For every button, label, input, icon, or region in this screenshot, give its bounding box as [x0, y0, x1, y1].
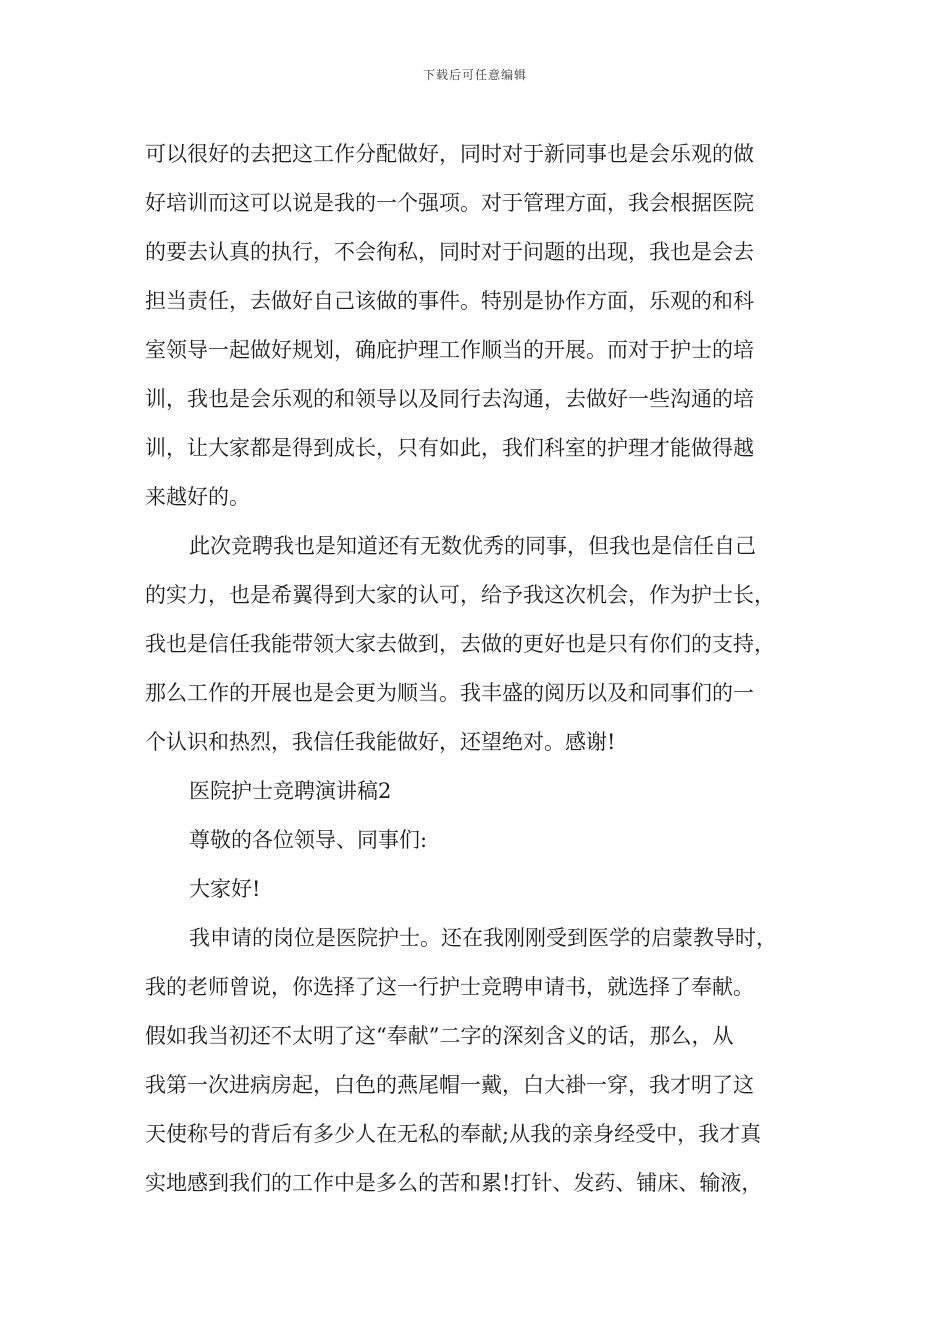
text-line: 此次竞聘我也是知道还有无数优秀的同事，但我也是信任自己 — [189, 534, 756, 558]
text-line: 好培训而这可以说是我的一个强项。对于管理方面，我会根据医院 — [145, 191, 754, 215]
text-line: 的实力，也是希翼得到大家的认可，给予我这次机会，作为护士长， — [145, 583, 775, 607]
document-body — [145, 130, 805, 1208]
text-line: 训，我也是会乐观的和领导以及同行去沟通，去做好一些沟通的培 — [145, 387, 754, 411]
text-line: 训，让大家都是得到成长，只有如此，我们科室的护理才能做得越 — [145, 436, 754, 460]
text-line: 个认识和热烈，我信任我能做好，还望绝对。感谢! — [145, 730, 616, 754]
text-line: 天使称号的背后有多少人在无私的奉献;从我的亲身经受中，我才真 — [145, 1122, 762, 1146]
text-line: 我的老师曾说，你选择了这一行护士竞聘申请书，就选择了奉献。 — [145, 975, 754, 999]
text-line: 可以很好的去把这工作分配做好，同时对于新同事也是会乐观的做 — [145, 142, 754, 166]
text-line: 我申请的岗位是医院护士。还在我刚刚受到医学的启蒙教导时， — [189, 926, 777, 950]
text-line: 假如我当初还不太明了这“奉献”二字的深刻含义的话，那么，从 — [145, 1024, 734, 1048]
text-line: 担当责任，去做好自己该做的事件。特别是协作方面，乐观的和科 — [145, 289, 754, 313]
page-header: 下载后可任意编辑 — [422, 68, 527, 82]
text-line: 室领导一起做好规划，确庇护理工作顺当的开展。而对于护士的培 — [145, 338, 754, 362]
text-line: 实地感到我们的工作中是多么的苦和累!打针、发药、铺床、输液， — [145, 1171, 763, 1195]
text-line: 我第一次进病房起，白色的燕尾帽一戴，白大褂一穿，我才明了这 — [145, 1073, 754, 1097]
text-line: 那么工作的开展也是会更为顺当。我丰盛的阅历以及和同事们的一 — [145, 681, 754, 705]
text-line: 来越好的。 — [145, 485, 250, 509]
section-title: 医院护士竞聘演讲稿2 — [189, 779, 392, 803]
text-line: 的要去认真的执行，不会徇私，同时对于问题的出现，我也是会去 — [145, 240, 754, 264]
greeting: 大家好! — [189, 877, 261, 901]
salutation: 尊敬的各位领导、同事们: — [189, 828, 428, 852]
text-line: 我也是信任我能带领大家去做到，去做的更好也是只有你们的支持， — [145, 632, 775, 656]
